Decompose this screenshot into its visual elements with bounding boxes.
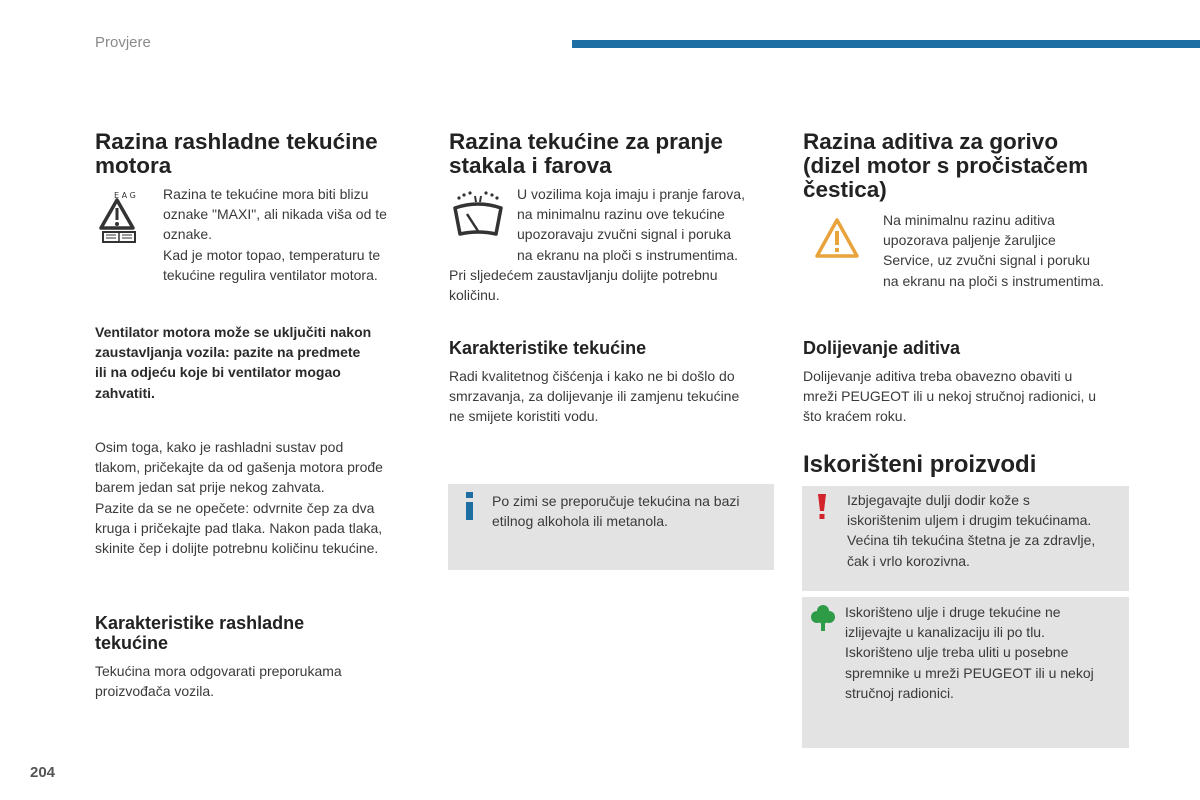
warning-triangle-icon (814, 216, 860, 260)
additive-warning-text: Na minimalnu razinu aditiva upozorava paljenje žaruljice Service, uz zvučni signal i poruku na ekranu na ploči s instrumentima. (883, 212, 1104, 289)
exclamation-icon (817, 494, 827, 520)
additive-topup-text: Dolijevanje aditiva treba obavezno obaviti u mreži PEUGEOT ili u nekoj stručnoj radionici, u što kraćem roku. (803, 368, 1097, 425)
used-products-title: Iskorišteni proizvodi (803, 451, 1037, 478)
skin-contact-alert-box (802, 486, 1129, 591)
fan-warning-text: Ventilator motora može se uključiti nakon zaustavljanja vozila: pazite na predmete ili na odjeću koje bi ventilator mogao zahvatiti. (95, 324, 372, 401)
washer-fluid-title: Razina tekućine za pranje stakala i farova (449, 129, 723, 178)
washer-fluid-refill-text: Pri sljedećem zaustavljanju dolijte potrebnu količinu. (449, 267, 718, 304)
washer-fluid-icon (450, 190, 506, 240)
coolant-level-title: Razina rashladne tekućine motora (95, 129, 378, 178)
washer-fluid-warning-text: U vozilima koja imaju i pranje farova, na minimalnu razinu ove tekućine upozoravaju zvučni signal i poruka na ekranu na ploči s instrumentima. (517, 186, 745, 263)
info-icon (463, 492, 477, 520)
additive-level-title: Razina aditiva za gorivo (dizel motor s pročistačem čestica) (803, 129, 1089, 202)
coolant-characteristics-text: Tekućina mora odgovarati preporukama proizvođača vozila. (95, 663, 342, 700)
svg-text:E A G: E A G (114, 191, 136, 200)
header-accent-bar (572, 40, 1200, 48)
disposal-eco-text: Iskorišteno ulje i druge tekućine ne izlijevajte u kanalizaciju ili po tlu. Iskorišteno ulje treba uliti u posebne spremnike u mreži PEUGEOT ili u nekoj stručnoj radionici. (845, 604, 1094, 701)
disposal-eco-box (802, 597, 1129, 748)
coolant-characteristics-title: Karakteristike rashladne tekućine (95, 613, 305, 653)
section-label: Provjere (95, 34, 151, 51)
page-number: 204 (30, 764, 56, 781)
pressure-instructions-text: Osim toga, kako je rashladni sustav pod tlakom, pričekajte da od gašenja motora prođe barem jedan sat prije nekog zahvata. Pazite da se ne opečete: odvrnite čep za dva kruga i pričekajte pad tlaka. Nakon pada tlaka, skinite čep i dolijte potrebnu količinu tekućine. (95, 439, 383, 557)
washer-characteristics-text: Radi kvalitetnog čišćenja i kako ne bi došlo do smrzavanja, za dolijevanje ili zamjenu tekućine ne smijete koristiti vodu. (449, 368, 740, 425)
coolant-level-text: Razina te tekućine mora biti blizu oznake "MAXI", ali nikada viša od te oznake. Kad je motor topao, temperaturu te tekućine regulira ventilator motora. (163, 186, 387, 283)
additive-topup-title: Dolijevanje aditiva (803, 338, 961, 358)
coolant-warning-icon (95, 188, 145, 246)
winter-info-text: Po zimi se preporučuje tekućina na bazi etilnog alkohola ili metanola. (492, 493, 740, 530)
tree-icon (811, 604, 835, 632)
skin-contact-alert-text: Izbjegavajte dulji dodir kože s iskorištenim uljem i drugim tekućinama. Većina tih tekućina štetna je za zdravlje, čak i vrlo korozivna. (847, 492, 1096, 569)
winter-info-box (448, 484, 774, 570)
washer-characteristics-title: Karakteristike tekućine (449, 338, 647, 358)
